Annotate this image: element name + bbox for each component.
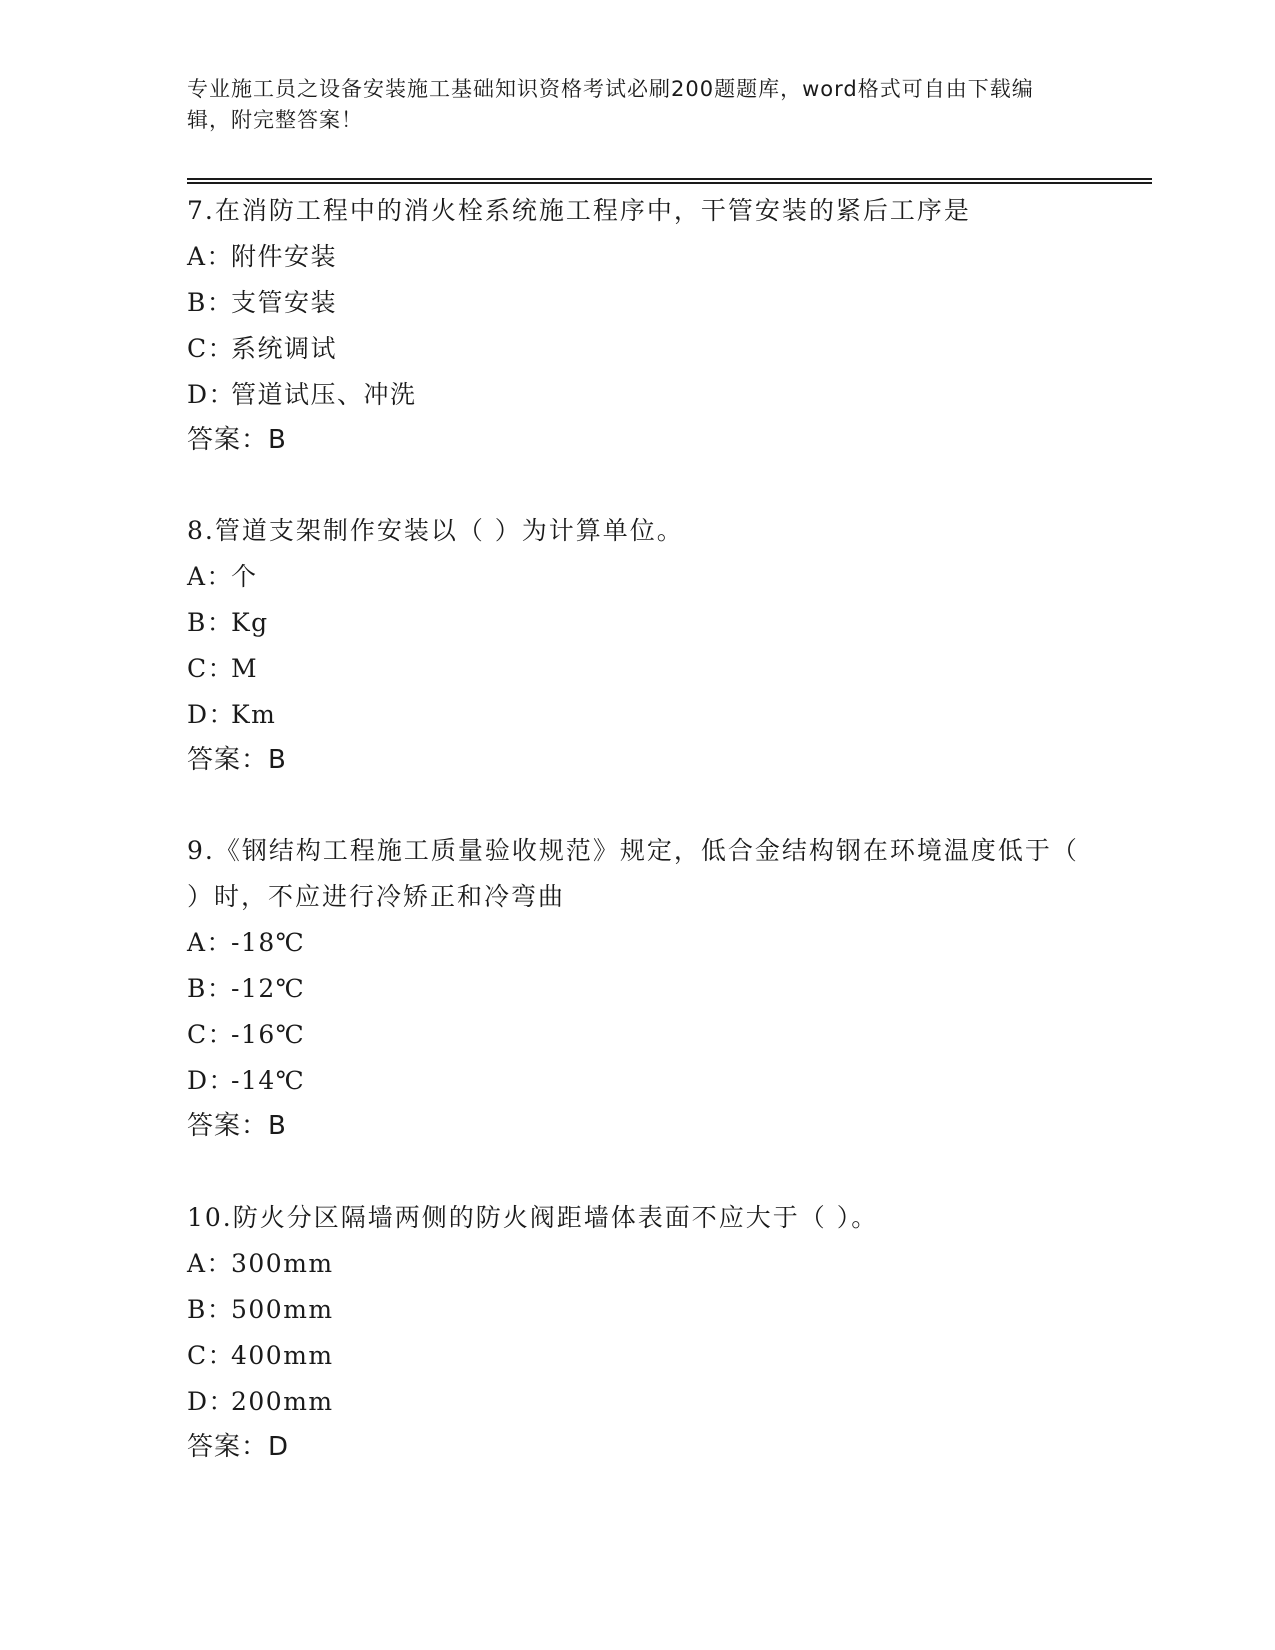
option-d: [187, 1379, 1087, 1425]
option-a: [187, 554, 1087, 600]
option-b: [187, 1287, 1087, 1333]
option-a: [187, 234, 1087, 280]
document-header: 专业施工员之设备安装施工基础知识资格考试必刷200题题库，word格式可自由下载编辑，附完整答案！: [187, 77, 1034, 132]
question-text: 8.管道支架制作安装以（ ）为计算单位。: [187, 516, 684, 545]
option-letter: A：: [187, 1249, 234, 1278]
option-text: 400mm: [231, 1341, 334, 1370]
option-a: [187, 920, 1087, 966]
question-text: 9.《钢结构工程施工质量验收规范》规定，低合金结构钢在环境温度低于（ ）时，不应进行冷矫正和冷弯曲: [187, 836, 1079, 911]
option-text: 200mm: [231, 1387, 334, 1416]
option-letter: A：: [187, 242, 234, 271]
option-letter: C：: [187, 334, 235, 363]
option-c: [187, 326, 1087, 372]
option-text: 管道试压、冲洗: [231, 380, 417, 409]
option-c: [187, 646, 1087, 692]
option-letter: D：: [187, 1066, 236, 1095]
option-d: [187, 692, 1087, 738]
option-text: -12℃: [231, 974, 306, 1003]
question-9: [187, 828, 1087, 1148]
question-10: [187, 1195, 1087, 1469]
option-letter: B：: [187, 288, 234, 317]
option-letter: C：: [187, 654, 235, 683]
option-b: [187, 600, 1087, 646]
option-letter: D：: [187, 700, 236, 729]
question-7: [187, 188, 1087, 462]
option-b: [187, 280, 1087, 326]
answer: 答案：B: [187, 1111, 287, 1141]
option-text: 500mm: [231, 1295, 334, 1324]
option-c: [187, 1012, 1087, 1058]
option-text: 附件安装: [231, 242, 338, 271]
option-text: -14℃: [231, 1066, 306, 1095]
option-text: 支管安装: [231, 288, 338, 317]
answer: 答案：B: [187, 745, 287, 775]
answer: 答案：B: [187, 425, 287, 455]
option-letter: A：: [187, 562, 234, 591]
option-text: 个: [231, 562, 258, 591]
question-8: [187, 508, 1087, 782]
option-text: -18℃: [231, 928, 306, 957]
option-text: Kg: [231, 608, 269, 637]
option-a: [187, 1241, 1087, 1287]
option-text: 300mm: [231, 1249, 334, 1278]
question-text: 7.在消防工程中的消火栓系统施工程序中，干管安装的紧后工序是: [187, 196, 971, 225]
option-c: [187, 1333, 1087, 1379]
header-divider: [187, 178, 1152, 184]
option-text: M: [231, 654, 259, 683]
option-text: 系统调试: [231, 334, 338, 363]
option-letter: B：: [187, 974, 234, 1003]
option-d: [187, 1058, 1087, 1104]
option-letter: C：: [187, 1341, 235, 1370]
option-letter: B：: [187, 608, 234, 637]
option-text: Km: [231, 700, 277, 729]
answer: 答案：D: [187, 1432, 290, 1462]
option-letter: D：: [187, 380, 236, 409]
question-text: 10.防火分区隔墙两侧的防火阀距墙体表面不应大于（ ）。: [187, 1203, 879, 1232]
option-letter: A：: [187, 928, 234, 957]
option-b: [187, 966, 1087, 1012]
option-letter: B：: [187, 1295, 234, 1324]
option-letter: D：: [187, 1387, 236, 1416]
option-text: -16℃: [231, 1020, 306, 1049]
option-letter: C：: [187, 1020, 235, 1049]
option-d: [187, 372, 1087, 418]
